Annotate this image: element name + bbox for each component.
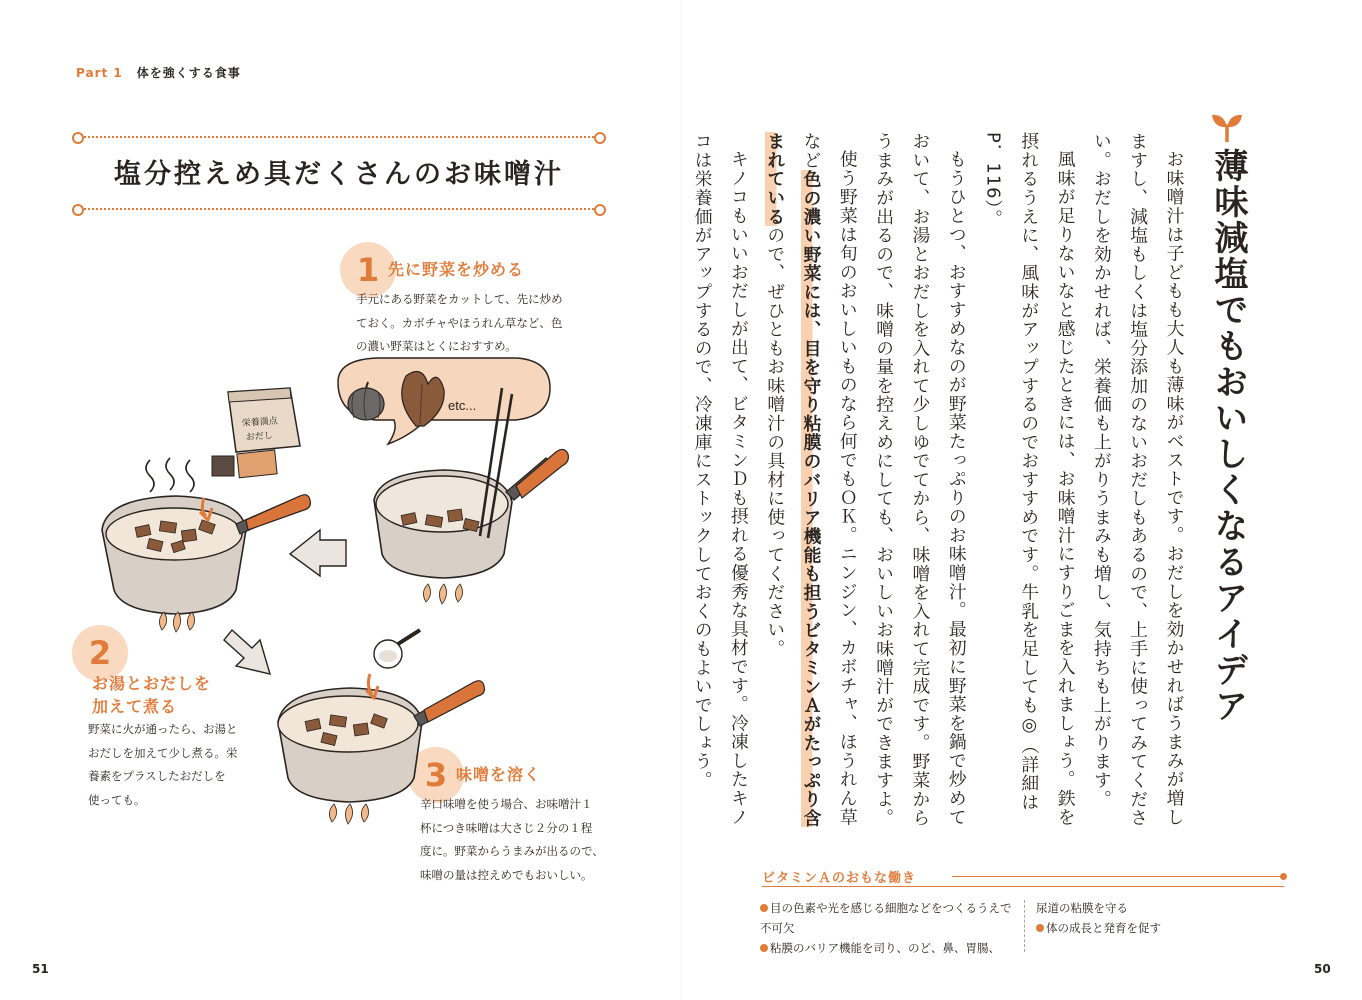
bubble-etc-text: etc... — [448, 398, 477, 413]
vitamin-box-title: ビタミンＡのおもな働き — [762, 871, 917, 886]
part-number: Part 1 — [76, 66, 123, 80]
bullet-icon — [1036, 924, 1044, 932]
svg-text:おだし: おだし — [245, 431, 274, 443]
body-paragraph-2: 風味が足りないなと感じたときには、お味噌汁にすりごまを入れましょう。鉄を摂れるうえに、風味がアップするのでおすすめです。牛乳を足しても◎（詳細はP．116）。 — [982, 132, 1077, 827]
body-paragraph-4: 使う野菜は旬のおいしいものなら何でもＯＫ。ニンジン、カボチャ、ほうれん草など色の濃い野菜には、目を守り粘膜のバリア機能も担うビタミンＡがたっぷり含まれているので、ぜひともお味噌汁の具材に使ってください。 — [764, 132, 859, 828]
step-1-text: 手元にある野菜をカットして、先に炒め ておく。カボチャやほうれん草など、色 の濃い野菜はとくにおすすめ。 — [356, 292, 563, 354]
column-body-text — [692, 132, 1192, 832]
highlighted-text: 色の濃い野菜には、目を守り粘膜のバリア機能も担うビタミンＡがたっぷり含まれている — [764, 132, 823, 828]
recipe-title: 塩分控えめ具だくさんのお味噌汁 — [114, 159, 564, 190]
step-3-heading: 味噌を溶く — [456, 765, 542, 784]
title-rule-top — [76, 136, 602, 138]
vitamin-item: 尿道の粘膜を守る — [1036, 901, 1128, 915]
sprout-icon — [1210, 112, 1244, 142]
pot-step-2-icon — [102, 495, 310, 632]
vitamin-item: 粘膜のバリア機能を司り、のど、鼻、胃腸、 — [760, 938, 1022, 958]
body-paragraph-3: もうひとつ、おすすめなのが野菜たっぷりのお味噌汁。最初に野菜を鍋で炒めておいて、お湯とおだしを入れて少しゆでてから、味噌を入れて完成です。野菜からうまみが出るので、味噌の量を控えめにしても、おいしいお味噌汁ができますよ。 — [873, 132, 968, 828]
part-title: 体を強くする食事 — [136, 66, 241, 80]
svg-text:栄養満点: 栄養満点 — [241, 416, 279, 429]
step-2-text: 野菜に火が通ったら、お湯と おだしを加えて少し煮る。栄 養素をプラスしたおだしを 使っても。 — [88, 722, 238, 807]
step-3-number: 3 — [408, 747, 464, 803]
step-2-number: 2 — [72, 625, 128, 681]
page-number-left: 51 — [32, 962, 49, 976]
steam-icon — [146, 458, 194, 492]
step-1-number: 1 — [340, 242, 396, 298]
vitamin-box-separator — [1024, 900, 1025, 952]
pot-step-3-icon — [278, 630, 484, 824]
step-3-text: 辛口味噌を使う場合、お味噌汁１ 杯につき味噌は大さじ２分の１程 度に。野菜からうまみが出るので、 味噌の量は控えめでもおいしい。 — [420, 797, 604, 882]
step-1-heading: 先に野菜を炒める — [388, 260, 525, 279]
body-paragraph-5: キノコもいいおだしが出て、ビタミンＤも摂れる優秀な具材です。冷凍したキノコは栄養価がアップするので、冷凍庫にストックしておくのもよいでしょう。 — [692, 132, 750, 827]
title-rule-bottom — [76, 208, 602, 210]
vitamin-item: 目の色素や光を感じる細胞などをつくるうえで不可欠 — [760, 901, 1012, 936]
body-paragraph-1: お味噌汁は子どもも大人も薄味がベストです。おだしを効かせればうまみが増しますし、減塩もしくは塩分添加のないおだしもあるので、上手に使ってみてください。おだしを効かせれば、栄養価も上がりうまみも増し、気持ちも上がります。 — [1091, 132, 1185, 828]
step-2-heading: お湯とおだしを 加えて煮る — [92, 674, 212, 717]
column-title: 薄味減塩でもおいしくなるアイデア — [1208, 148, 1248, 724]
bullet-icon — [760, 904, 768, 912]
part-label — [76, 64, 241, 81]
vitamin-item: 体の成長と発育を促す — [1036, 918, 1276, 938]
page-number-right: 50 — [1314, 962, 1331, 976]
arrow-left-icon — [290, 530, 346, 576]
vitamin-box-title-rule — [952, 876, 1284, 877]
vegetable-bubble — [338, 358, 550, 444]
dashi-pack-icon — [212, 388, 300, 478]
gutter-shadow — [680, 0, 682, 1000]
vitamin-box-rule — [762, 886, 1284, 887]
bullet-icon — [760, 944, 768, 952]
miso-soup-steps-illustration — [76, 340, 616, 870]
miso-spoon-icon — [374, 630, 420, 668]
arrow-down-right-icon — [224, 630, 270, 674]
column-title-block — [1192, 112, 1262, 732]
